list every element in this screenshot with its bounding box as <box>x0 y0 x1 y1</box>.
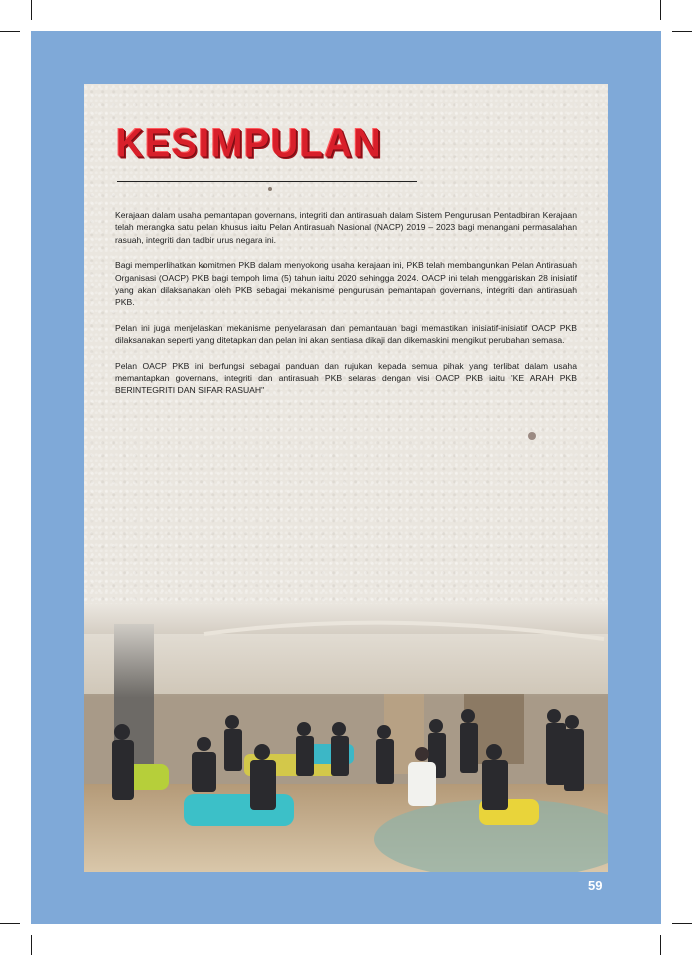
conclusion-text <box>115 209 577 410</box>
page-number: 59 <box>588 878 603 893</box>
crop-mark <box>660 935 661 955</box>
paper-panel <box>84 84 608 872</box>
paragraph: Kerajaan dalam usaha pemantapan governans, integriti dan antirasuah dalam Sistem Pengurusan Pentadbiran Kerajaan telah merangka satu pelan khusus iaitu Pelan Antirasuah Nasional (NACP) 2019 – 2023 bagi menangani permasalahan rasuah, integriti dan tadbir urus negara ini. <box>115 210 577 245</box>
paragraph: Pelan OACP PKB ini berfungsi sebagai panduan dan rujukan kepada semua pihak yang terlibat dalam usaha memantapkan governans, integriti dan antirasuah PKB selaras dengan visi OACP PKB iaitu 'KE ARAH PKB BERINTEGRITI DAN SIFAR RASUAH" <box>115 360 577 396</box>
crop-mark <box>0 923 20 924</box>
crop-mark <box>660 0 661 20</box>
crop-mark <box>672 31 692 32</box>
crop-mark <box>0 31 20 32</box>
paper-speck <box>268 187 272 191</box>
crop-mark <box>31 0 32 20</box>
paragraph: Pelan ini juga menjelaskan mekanisme penyelarasan dan pemantauan bagi memastikan inisiatif-inisiatif OACP PKB dilaksanakan seperti yang ditetapkan dan pelan ini akan sentiasa dikaji dan dikemaskini mengikut perubahan semasa. <box>115 322 577 346</box>
title-underline <box>117 181 417 182</box>
crop-mark <box>672 923 692 924</box>
group-photo <box>84 604 608 872</box>
crop-mark <box>31 935 32 955</box>
paragraph: Bagi memperlihatkan komitmen PKB dalam menyokong usaha kerajaan ini, PKB telah membangunkan Pelan Antirasuah Organisasi (OACP) PKB bagi tempoh lima (5) tahun iaitu 2020 sehingga 2024. OACP ini telah menggariskan 28 inisiatif yang akan dilaksanakan oleh PKB sebagai mekanisme pengurusan pemantapan governans, integriti dan antirasuah PKB. <box>115 260 577 308</box>
paper-speck <box>528 432 536 440</box>
page-title: KESIMPULAN <box>116 121 383 166</box>
